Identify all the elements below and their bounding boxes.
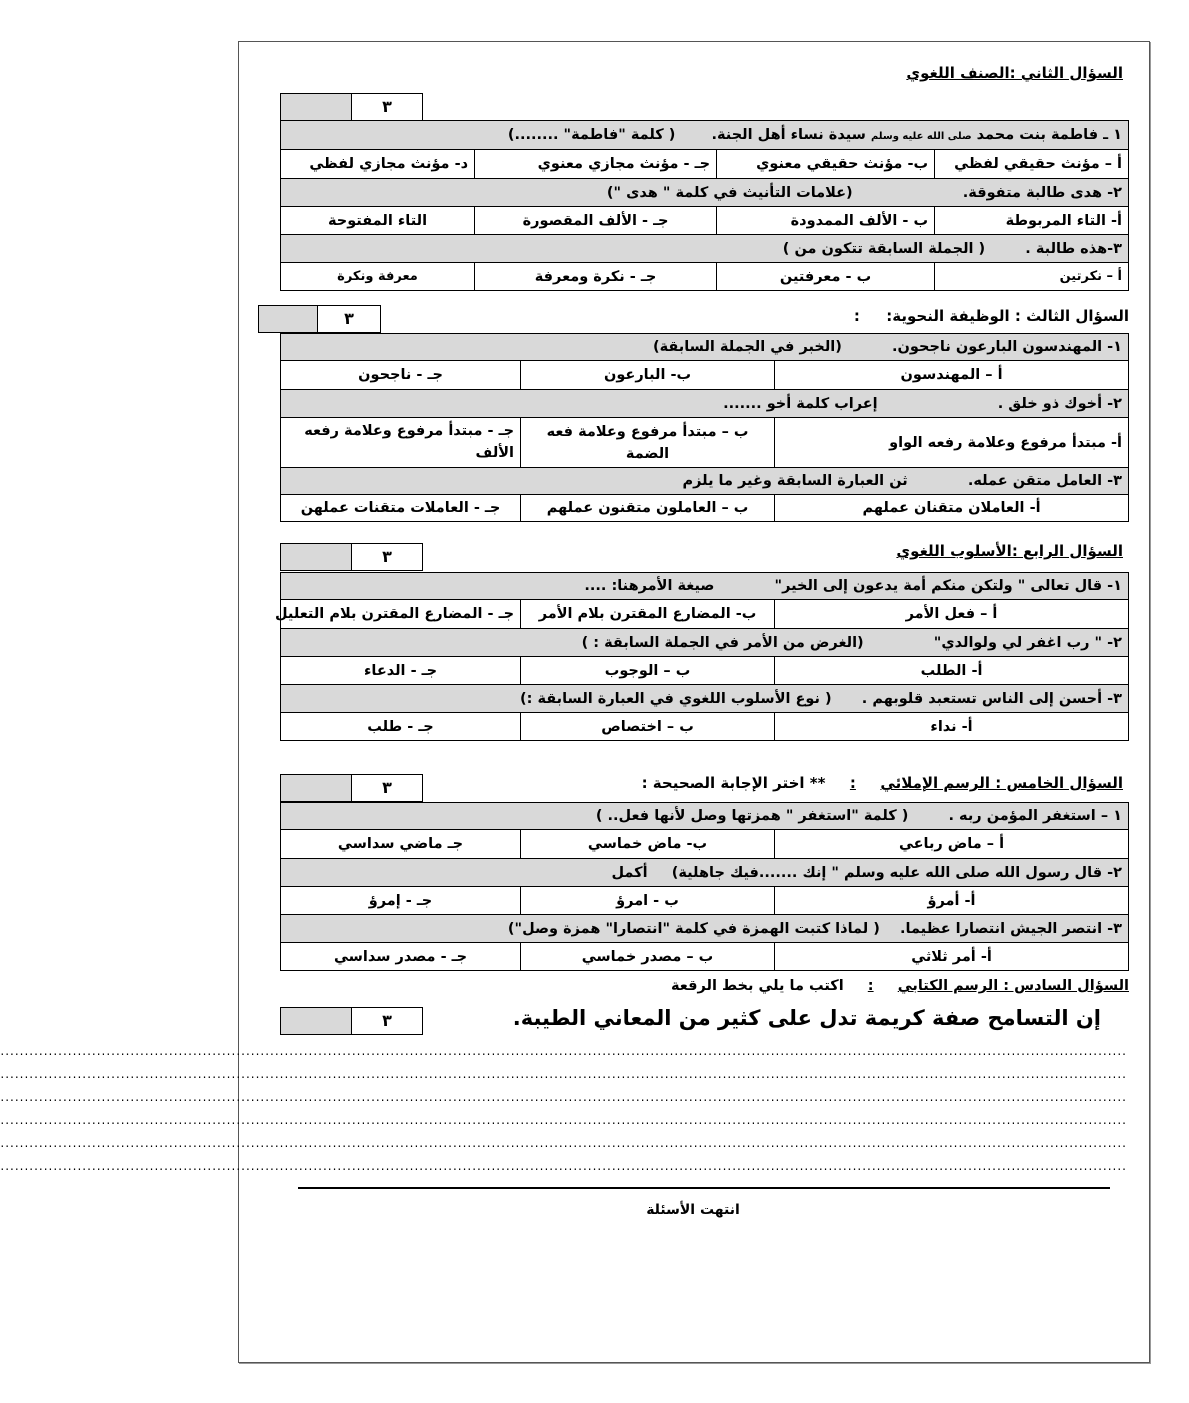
stem-text: ١- قال تعالى " ولتكن منكم أمة يدعون إلى الخير"	[774, 578, 1123, 594]
q3-stem-row-3	[281, 468, 1129, 495]
stem-text: ٣-هذه طالبة .	[1025, 240, 1123, 257]
option-c[interactable]: جـ - المضارع المقترن بلام التعليل	[281, 600, 521, 629]
option-a[interactable]: أ – فعل الأمر	[775, 600, 1129, 629]
q5-options-row-3	[281, 943, 1129, 971]
option-b[interactable]: ب – العاملون متقنون عملهم	[521, 495, 775, 522]
q2-options-row-1	[281, 150, 1129, 179]
q6-score-box	[280, 1007, 423, 1035]
option-a[interactable]: أ – المهندسون	[775, 361, 1129, 390]
option-a[interactable]: أ – نكرتين	[935, 263, 1129, 291]
q5-options-row-2	[281, 887, 1129, 915]
q2-stem-row-3	[281, 235, 1129, 263]
question-hint: (الغرض من الأمر في الجملة السابقة : )	[581, 634, 864, 651]
option-a[interactable]: أ- أمر ثلاثي	[775, 943, 1129, 971]
option-b[interactable]: ب – مصدر خماسي	[521, 943, 775, 971]
option-c[interactable]: جـ - الألف المقصورة	[475, 207, 717, 235]
question-stem	[281, 390, 1129, 418]
question-hint: إعراب كلمة أخو .......	[723, 395, 878, 412]
question-stem	[281, 179, 1129, 207]
question-hint: (علامات التأنيث في كلمة " هدى ")	[606, 184, 853, 201]
q4-stem-row-2	[281, 629, 1129, 657]
option-c[interactable]: جـ - العاملات متقنات عملهن	[281, 495, 521, 522]
question-hint: ( لماذا كتبت الهمزة في كلمة "انتصارا" همزة وصل")	[507, 920, 880, 937]
option-b[interactable]: ب - الألف الممدودة	[717, 207, 935, 235]
q5-score-box	[280, 774, 423, 802]
option-d[interactable]: معرفة ونكرة	[281, 263, 475, 291]
question-hint: ( الجملة السابقة تتكون من )	[782, 240, 986, 257]
q5-table	[280, 802, 1129, 971]
question-hint: (الخبر في الجملة السابقة)	[652, 339, 842, 355]
question-hint: ( كلمة "استغفر " همزتها وصل لأنها فعل.. )	[595, 808, 909, 824]
q4-options-row-2	[281, 657, 1129, 685]
stem-text: سيدة نساء أهل الجنة.	[711, 127, 866, 143]
q5-options-row-1	[281, 830, 1129, 859]
stem-text: ١ ـ فاطمة بنت محمد	[976, 127, 1123, 143]
q2-stem-row-2	[281, 179, 1129, 207]
option-c[interactable]: جـ - إمرؤ	[281, 887, 521, 915]
stem-text: ٢- أخوك ذو خلق .	[997, 395, 1123, 412]
q5-title-colon: :	[849, 774, 856, 792]
q5-title	[642, 774, 1123, 792]
option-c[interactable]: جـ - مبتدأ مرفوع وعلامة رفعه الألف	[281, 418, 521, 468]
q4-title: السؤال الرابع :الأسلوب اللغوي	[896, 542, 1123, 560]
question-stem	[281, 121, 1129, 150]
option-c[interactable]: جـ ماضي سداسي	[281, 830, 521, 859]
q5-stem-row-2	[281, 859, 1129, 887]
score-blank-cell	[281, 1008, 352, 1034]
score-value: ٣	[352, 1008, 422, 1034]
q4-stem-row-1	[281, 573, 1129, 600]
q2-options-row-2	[281, 207, 1129, 235]
q3-score-box	[258, 305, 381, 333]
stem-honorific: صلى الله عليه وسلم	[870, 131, 972, 142]
writing-line[interactable]: ..........................................................................................................................................................................................................................................	[0, 1090, 1127, 1104]
option-c[interactable]: جـ - مؤنث مجازي معنوي	[475, 150, 717, 179]
option-b[interactable]: ب- البارعون	[521, 361, 775, 390]
question-stem	[281, 573, 1129, 600]
question-stem	[281, 859, 1129, 887]
option-b[interactable]: ب – الوجوب	[521, 657, 775, 685]
score-value: ٣	[352, 544, 422, 570]
q2-stem-row-1	[281, 121, 1129, 150]
q3-title-colon: :	[853, 307, 860, 325]
score-blank-cell	[281, 775, 352, 801]
q5-title-text: السؤال الخامس : الرسم الإملائي	[880, 774, 1123, 792]
option-a[interactable]: أ- مبتدأ مرفوع وعلامة رفعه الواو	[775, 418, 1129, 468]
option-c[interactable]: جـ - الدعاء	[281, 657, 521, 685]
stem-text: ٢- قال رسول الله صلى الله عليه وسلم " إنك .......فيك جاهلية)	[671, 864, 1122, 881]
option-c[interactable]: جـ - طلب	[281, 713, 521, 741]
q3-options-row-3	[281, 495, 1129, 522]
q5-stem-row-3	[281, 915, 1129, 943]
option-c[interactable]: جـ - نكرة ومعرفة	[475, 263, 717, 291]
q3-title-text: السؤال الثالث : الوظيفة النحوية:	[886, 307, 1129, 325]
score-value: ٣	[318, 306, 380, 332]
option-a[interactable]: أ – مؤنث حقيقي لفظي	[935, 150, 1129, 179]
question-hint: صيغة الأمرهنا: ....	[584, 578, 715, 594]
option-a[interactable]: أ- الطلب	[775, 657, 1129, 685]
option-a[interactable]: أ- أمرؤ	[775, 887, 1129, 915]
writing-line[interactable]: ..........................................................................................................................................................................................................................................	[0, 1136, 1127, 1150]
option-a[interactable]: أ- العاملان متقنان عملهم	[775, 495, 1129, 522]
q4-options-row-3	[281, 713, 1129, 741]
score-value: ٣	[352, 94, 422, 120]
option-a[interactable]: أ- نداء	[775, 713, 1129, 741]
question-stem	[281, 334, 1129, 361]
q3-table	[280, 333, 1129, 522]
score-blank-cell	[259, 306, 318, 332]
option-b[interactable]: ب- المضارع المقترن بلام الأمر	[521, 600, 775, 629]
stem-text: ١- المهندسون البارعون ناجحون.	[892, 339, 1123, 355]
option-b[interactable]: ب - امرؤ	[521, 887, 775, 915]
writing-line[interactable]: ..........................................................................................................................................................................................................................................	[0, 1113, 1127, 1127]
footer-divider	[298, 1187, 1110, 1189]
option-b[interactable]: ب - معرفتين	[717, 263, 935, 291]
stem-text: ٣- انتصر الجيش انتصارا عظيما.	[900, 920, 1122, 937]
option-a[interactable]: أ – ماض رباعي	[775, 830, 1129, 859]
score-value: ٣	[352, 775, 422, 801]
question-hint: أكمل	[611, 864, 648, 881]
question-stem	[281, 803, 1129, 830]
option-b[interactable]: ب – مبتدأ مرفوع وعلامة فعه الضمة	[521, 418, 775, 468]
end-text: انتهت الأسئلة	[646, 1202, 740, 1218]
option-c[interactable]: جـ - ناجحون	[281, 361, 521, 390]
q3-options-row-2	[281, 418, 1129, 468]
q4-options-row-1	[281, 600, 1129, 629]
q4-score-box	[280, 543, 423, 571]
option-d[interactable]: التاء المفتوحة	[281, 207, 475, 235]
option-b[interactable]: ب- ماض خماسي	[521, 830, 775, 859]
option-a[interactable]: أ- التاء المربوطة	[935, 207, 1129, 235]
stem-text: ٣- أحسن إلى الناس تستعبد قلوبهم .	[861, 690, 1123, 707]
question-hint: ( نوع الأسلوب اللغوي في العبارة السابقة :)	[519, 690, 832, 707]
q6-title-text: السؤال السادس : الرسم الكتابي	[897, 978, 1129, 994]
q6-title-colon: :	[867, 978, 874, 994]
q4-stem-row-3	[281, 685, 1129, 713]
question-stem	[281, 685, 1129, 713]
q5-instruction: ** اختر الإجابة الصحيحة :	[641, 774, 826, 792]
question-stem	[281, 915, 1129, 943]
option-b[interactable]: ب – اختصاص	[521, 713, 775, 741]
q2-options-row-3	[281, 263, 1129, 291]
option-c[interactable]: جـ - مصدر سداسي	[281, 943, 521, 971]
q4-table	[274, 572, 1129, 741]
q2-title: السؤال الثاني :الصنف اللغوي	[906, 64, 1123, 82]
q5-stem-row-1	[281, 803, 1129, 830]
question-hint: ( كلمة "فاطمة" ........)	[507, 127, 676, 143]
question-hint: ثن العبارة السابقة وغير ما يلزم	[682, 473, 908, 489]
writing-line[interactable]: ..........................................................................................................................................................................................................................................	[0, 1067, 1127, 1081]
q6-title	[671, 978, 1129, 994]
stem-text: ٣- العامل متقن عمله.	[967, 473, 1123, 489]
q3-stem-row-2	[281, 390, 1129, 418]
stem-text: ١ – استغفر المؤمن ربه .	[948, 808, 1122, 824]
q3-stem-row-1	[281, 334, 1129, 361]
question-stem	[281, 629, 1129, 657]
q3-title	[854, 307, 1129, 325]
stem-text: ٢- " رب اغفر لي ولوالدي"	[933, 634, 1123, 651]
score-blank-cell	[281, 94, 352, 120]
option-b[interactable]: ب- مؤنث حقيقي معنوي	[717, 150, 935, 179]
option-d[interactable]: د- مؤنث مجازي لفظي	[281, 150, 475, 179]
q2-score-box	[280, 93, 423, 121]
question-stem	[281, 235, 1129, 263]
score-blank-cell	[281, 544, 352, 570]
question-stem	[281, 468, 1129, 495]
q3-options-row-1	[281, 361, 1129, 390]
writing-line[interactable]: ..........................................................................................................................................................................................................................................	[0, 1044, 1127, 1058]
q2-table	[280, 120, 1129, 291]
stem-text: ٢- هدى طالبة متفوقة.	[962, 184, 1123, 201]
q6-instruction: اكتب ما يلي بخط الرقعة	[671, 978, 844, 994]
q6-sentence: إن التسامح صفة كريمة تدل على كثير من المعاني الطيبة.	[512, 1006, 1101, 1030]
writing-line[interactable]: ..........................................................................................................................................................................................................................................	[0, 1159, 1127, 1173]
